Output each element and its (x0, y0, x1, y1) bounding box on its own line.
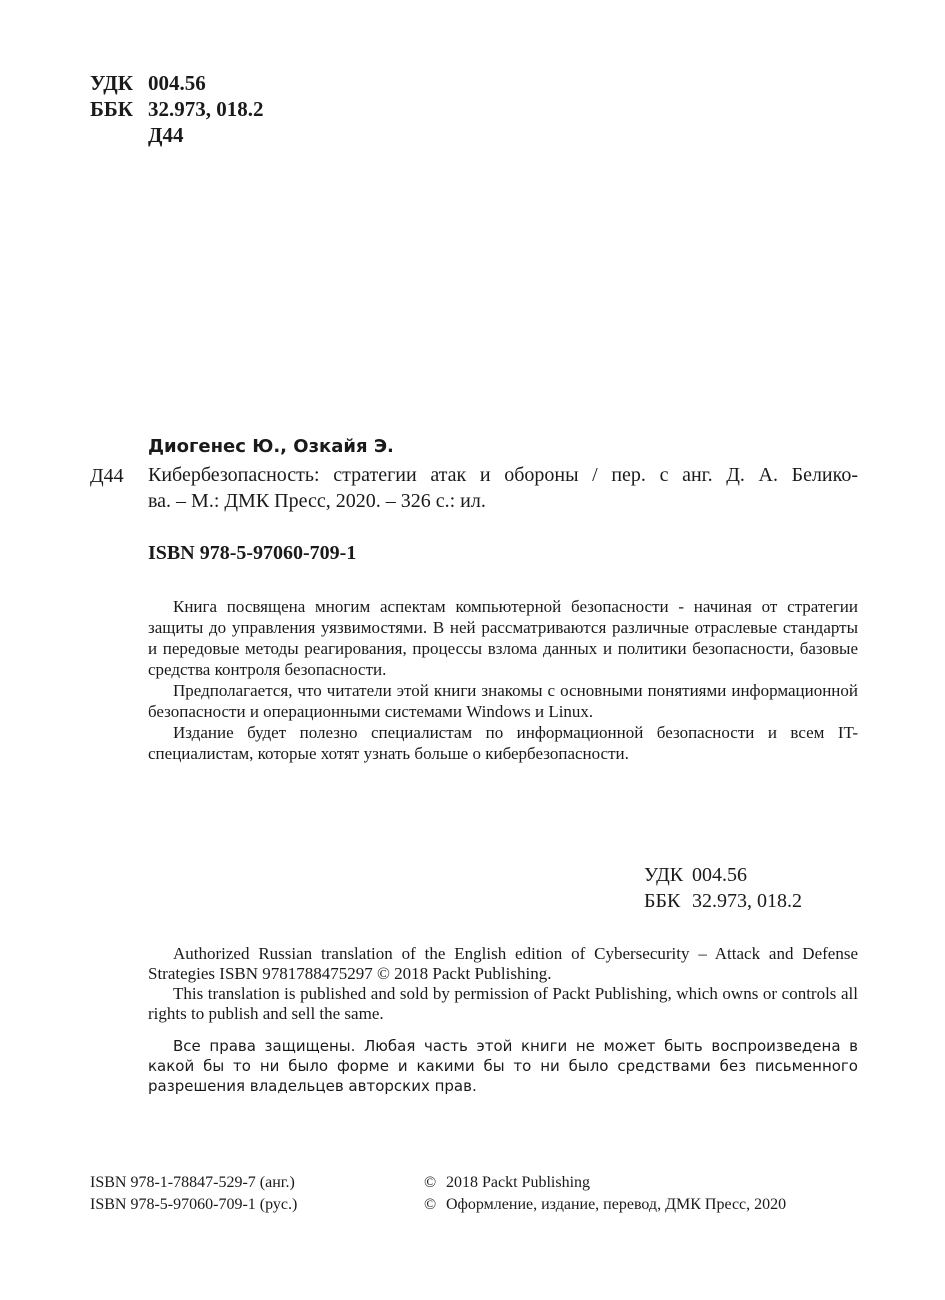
udk-label-right: УДК (644, 864, 684, 886)
bbk-value-right: 32.973, 018.2 (692, 890, 802, 912)
bibliographic-line-1: Кибербезопасность: стратегии атак и обороны / пер. с анг. Д. А. Белико- (148, 464, 858, 486)
annotation (148, 596, 858, 764)
english-notice (148, 944, 858, 1024)
isbn-russian: ISBN 978-5-97060-709-1 (рус.) (90, 1196, 298, 1213)
udk-value: 004.56 (148, 71, 206, 95)
copyright-list (424, 1172, 786, 1216)
bbk-row-right (644, 888, 802, 914)
english-notice-paragraph-1: Authorized Russian translation of the English edition of Cybersecurity – Attack and Defense Strategies ISBN 9781788475297 © 2018 Packt Publishing. (148, 944, 858, 983)
copyright-row-2 (424, 1194, 786, 1216)
isbn-list (90, 1172, 297, 1216)
bibliographic-description (148, 462, 858, 514)
udk-label: УДК (90, 71, 133, 95)
copyright-dmk: Оформление, издание, перевод, ДМК Пресс, 2020 (446, 1196, 787, 1213)
bbk-label: ББК (90, 97, 133, 121)
rights-notice (148, 1036, 858, 1096)
isbn-english: ISBN 978-1-78847-529-7 (анг.) (90, 1174, 295, 1191)
udk-value-right: 004.56 (692, 864, 747, 886)
copyright-icon: © (424, 1174, 437, 1191)
bbk-value: 32.973, 018.2 (148, 97, 264, 121)
author-mark-top: Д44 (148, 123, 184, 147)
bbk-label-right: ББК (644, 890, 681, 912)
author-mark-row (90, 122, 264, 148)
annotation-paragraph-3: Издание будет полезно специалистам по информационной безопасности и всем IT-специалистам, которые хотят узнать больше о кибербезопасности. (148, 723, 858, 763)
author-mark-left: Д44 (90, 465, 124, 487)
copyright-icon: © (424, 1196, 437, 1213)
classification-block-right (644, 862, 802, 914)
annotation-paragraph-2: Предполагается, что читатели этой книги знакомы с основными понятиями информационной безопасности и операционными системами Windows и Linux. (148, 681, 858, 721)
isbn-main: ISBN 978-5-97060-709-1 (148, 542, 357, 564)
english-notice-paragraph-2: This translation is published and sold by permission of Packt Publishing, which owns or controls all rights to publish and sell the same. (148, 984, 858, 1023)
authors: Диогенес Ю., Озкайя Э. (148, 436, 394, 457)
copyright-packt: 2018 Packt Publishing (446, 1174, 591, 1191)
udk-row (90, 70, 264, 96)
udk-row-right (644, 862, 802, 888)
classification-block-top (90, 70, 264, 148)
bibliographic-line-2: ва. – М.: ДМК Пресс, 2020. – 326 с.: ил. (148, 490, 486, 512)
annotation-paragraph-1: Книга посвящена многим аспектам компьютерной безопасности - начиная от стратегии защиты до управления уязвимостями. В ней рассматриваются различные отраслевые стандарты и передовые методы реагирования, процессы взлома данных и политики безопасности, базовые средства контроля безопасности. (148, 597, 858, 679)
bbk-row (90, 96, 264, 122)
copyright-row-1 (424, 1172, 786, 1194)
rights-notice-text: Все права защищены. Любая часть этой книги не может быть воспроизведена в какой бы то ни было форме и какими бы то ни было средствами без письменного разрешения владельцев авторских прав. (148, 1037, 858, 1095)
